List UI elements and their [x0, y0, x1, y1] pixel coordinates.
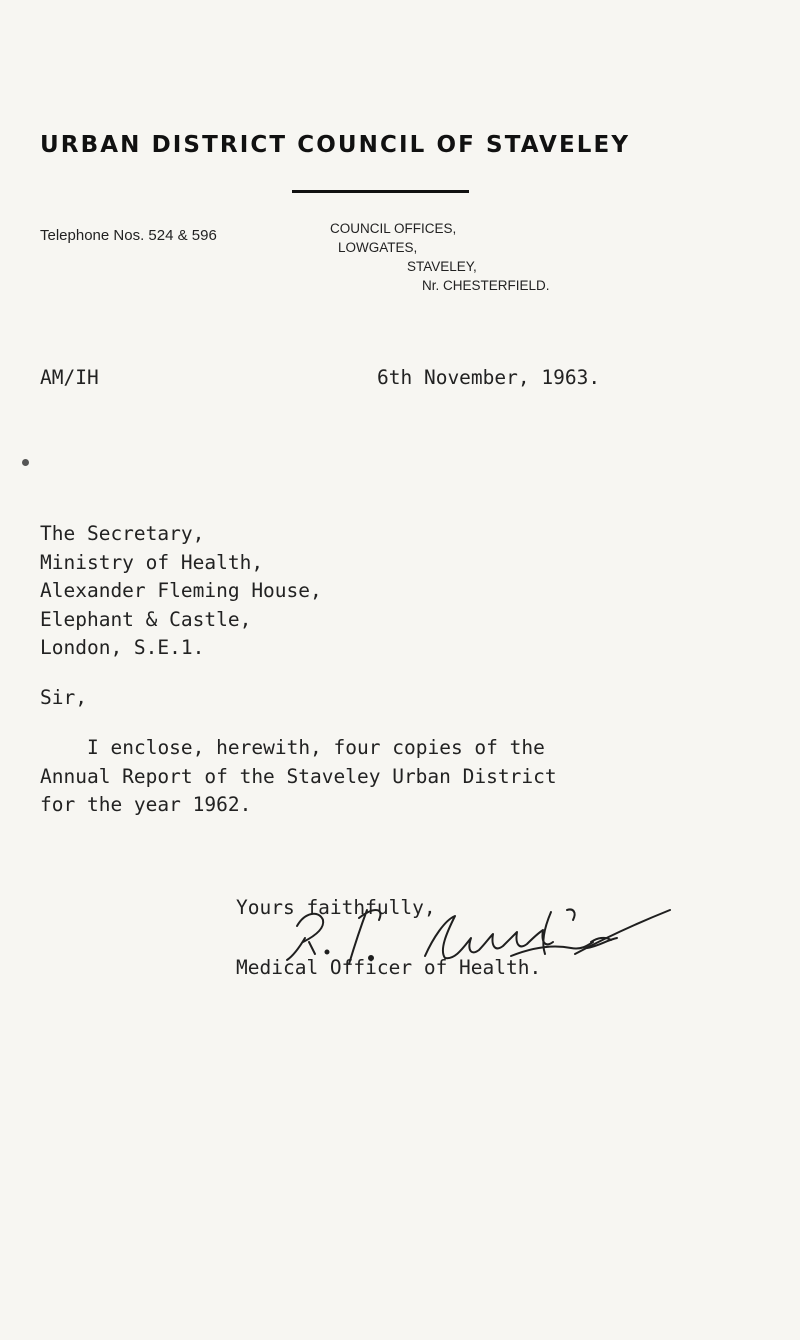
recipient-line: Alexander Fleming House,: [40, 579, 322, 602]
recipient-line: London, S.E.1.: [40, 636, 205, 659]
council-address: [330, 219, 682, 295]
address-line: Nr. CHESTERFIELD.: [422, 278, 550, 293]
address-line: STAVELEY,: [407, 259, 477, 274]
address-line: COUNCIL OFFICES,: [330, 221, 457, 236]
reference-code: AM/IH: [40, 366, 99, 389]
body-line: I enclose, herewith, four copies of the: [87, 736, 545, 759]
telephone-numbers: Telephone Nos. 524 & 596: [40, 227, 217, 244]
salutation: Sir,: [40, 686, 87, 709]
recipient-address: [40, 520, 322, 663]
letter-date: 6th November, 1963.: [377, 366, 601, 389]
recipient-line: Elephant & Castle,: [40, 607, 252, 631]
letter-body: [40, 734, 557, 820]
address-line: LOWGATES,: [338, 240, 418, 255]
stray-mark: [22, 459, 29, 466]
recipient-line: Ministry of Health,: [40, 550, 264, 574]
letterhead-divider: [292, 190, 469, 193]
letterhead-title: URBAN DISTRICT COUNCIL OF STAVELEY: [40, 132, 631, 158]
body-line: for the year 1962.: [40, 793, 252, 816]
body-line: Annual Report of the Staveley Urban District: [40, 764, 557, 788]
closing: Yours faithfully,: [236, 896, 436, 919]
signatory-title: Medical Officer of Health.: [236, 956, 542, 979]
recipient-line: The Secretary,: [40, 522, 205, 545]
